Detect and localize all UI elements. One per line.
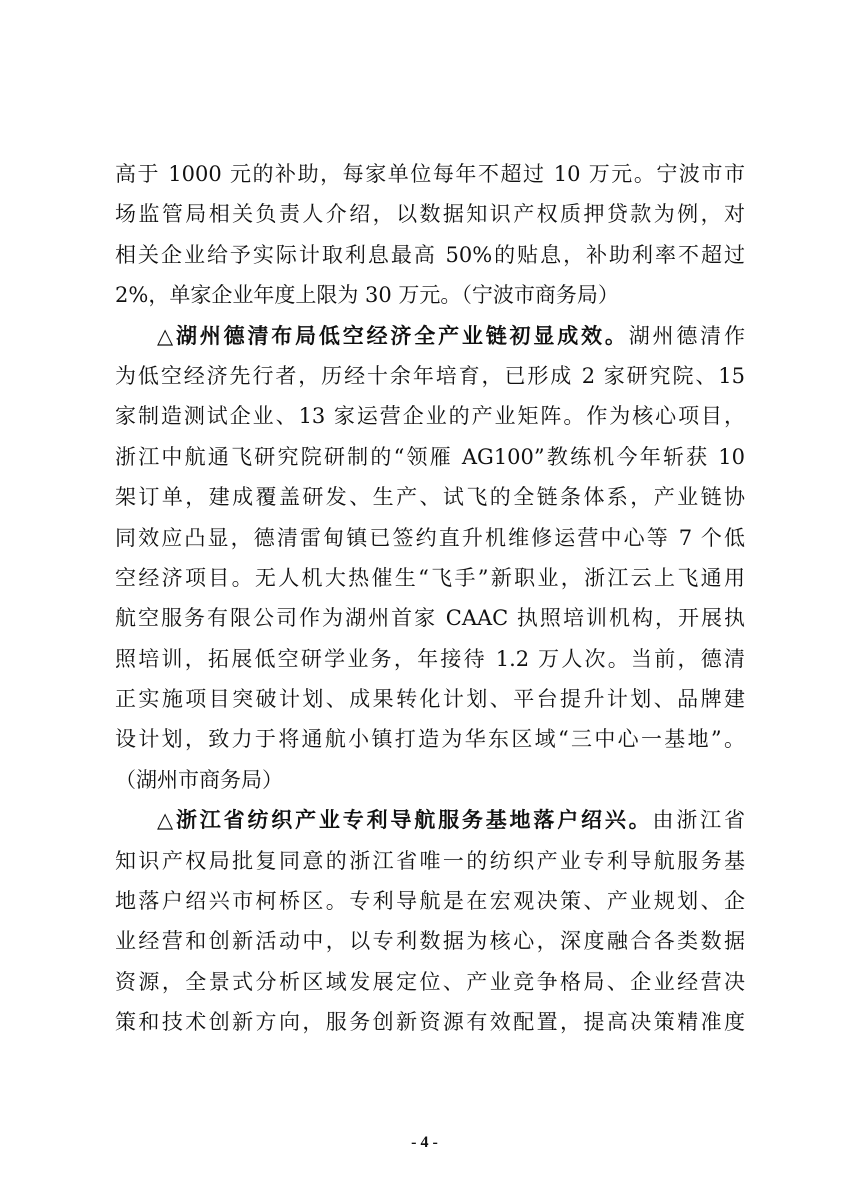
text-line: 高于 1000 元的补助，每家单位每年不超过 10 万元。宁波市市 [115,162,745,186]
text-line: 航空服务有限公司作为湖州首家 CAAC 执照培训机构，开展执 [115,606,745,631]
section-heading: △浙江省纺织产业专利导航服务基地落户绍兴。 [157,807,653,833]
text-line: 浙江中航通飞研究院研制的“领雁 AG100”教练机今年斩获 10 [115,444,745,469]
text-line: 资源，全景式分析区域发展定位、产业竞争格局、企业经营决 [115,969,745,994]
paragraph-huzhou-deqing [115,316,745,801]
text-line: 2%，单家企业年度上限为 30 万元。（宁波市商务局） [115,283,619,308]
paragraph-subsidy-continuation [115,154,745,316]
section-heading: △湖州德清布局低空经济全产业链初显成效。 [157,322,629,348]
text-line: 照培训，拓展低空研学业务，年接待 1.2 万人次。当前，德清 [115,646,745,671]
text-line: 同效应凸显，德清雷甸镇已签约直升机维修运营中心等 7 个低 [115,525,745,550]
text-line: 业经营和创新活动中，以专利数据为核心，深度融合各类数据 [115,929,745,954]
text-line: 空经济项目。无人机大热催生“飞手”新职业，浙江云上飞通用 [115,565,745,590]
text-line: 相关企业给予实际计取利息最高 50%的贴息，补助利率不超过 [115,242,745,267]
source-note: （湖州市商务局） [115,767,283,792]
paragraph-first-line [115,316,745,356]
text-line: 家制造测试企业、13 家运营企业的产业矩阵。作为核心项目， [115,404,745,429]
text-fragment: 湖州德清作 [628,323,745,348]
text-line: 策和技术创新方向，服务创新资源有效配置，提高决策精准度 [115,1010,745,1035]
paragraph-first-line [115,800,745,840]
text-line: 地落户绍兴市柯桥区。专利导航是在宏观决策、产业规划、企 [115,889,745,914]
text-line: 知识产权局批复同意的浙江省唯一的纺织产业专利导航服务基 [115,848,745,873]
text-line: 为低空经济先行者，历经十余年培育，已形成 2 家研究院、15 [115,363,745,388]
text-line: 正实施项目突破计划、成果转化计划、平台提升计划、品牌建 [115,687,745,712]
document-body [115,154,745,1043]
text-line: 架订单，建成覆盖研发、生产、试飞的全链条体系，产业链协 [115,485,745,510]
page-number: - 4 - [411,1134,438,1151]
paragraph-zhejiang-textile [115,800,745,1042]
text-line: 设计划，致力于将通航小镇打造为华东区域“三中心一基地”。 [115,727,745,752]
text-fragment: 由浙江省 [652,808,745,833]
text-line: 场监管局相关负责人介绍，以数据知识产权质押贷款为例，对 [115,202,745,227]
